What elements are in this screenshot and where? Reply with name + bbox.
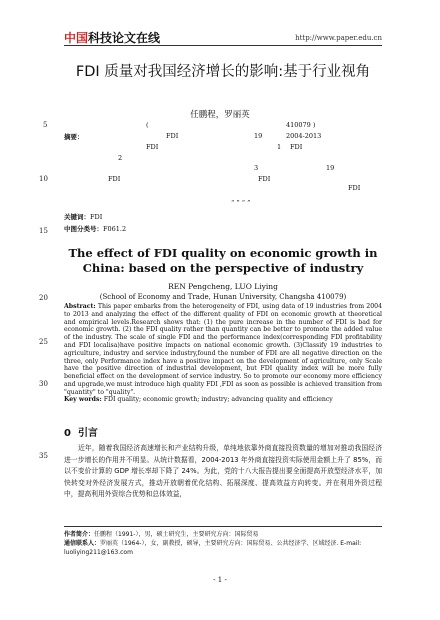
cn-fragment: 3 (254, 164, 259, 172)
line-number: 10 (39, 175, 48, 183)
line-number: 5 (43, 121, 48, 129)
line-number: 15 (39, 227, 48, 235)
authors-cn: 任鹏程，罗丽英 (190, 110, 250, 120)
cn-fragment: FDI (258, 175, 271, 183)
logo-part-paper: 科技论文在线 (88, 31, 161, 45)
cn-fragment: 1 (277, 143, 282, 151)
footnote-author1-text: 任鹏程（1991-），男，硕士研究生，主要研究方向：国际贸易 (94, 531, 259, 538)
footnote-label-author: 作者简介： (64, 531, 95, 538)
line-number: 35 (39, 452, 48, 460)
page-number: - 1 - (213, 576, 227, 584)
abstract-label-en: Abstract: (64, 303, 96, 310)
footnote (64, 530, 382, 557)
footnote-email[interactable]: luoliying211@163.com (64, 549, 133, 556)
line-number: 30 (39, 380, 48, 388)
cn-quote-marks: “ ” “ ” (231, 199, 251, 207)
section-number: 0 (64, 428, 71, 439)
footnote-author1 (64, 530, 382, 539)
keywords-text-en: FDI quality; economic growth; industry; advancing quality and efficiency (103, 396, 333, 403)
header-rule (64, 45, 382, 46)
affil-cn-open: ( (146, 121, 149, 129)
clc-label-cn: 中图分类号： (64, 225, 103, 233)
site-logo (64, 29, 160, 46)
cn-fragment: 19 (254, 132, 263, 140)
line-number: 25 (39, 338, 48, 346)
section-title: 引言 (77, 428, 98, 439)
logo-part-china: 中国 (64, 31, 89, 45)
footnote-label-contact: 通信联系人： (64, 540, 101, 547)
cn-fragment: FDI (146, 143, 159, 151)
cn-fragment: FDI (348, 184, 361, 192)
cn-fragment: FDI (108, 175, 121, 183)
keywords-en (64, 396, 382, 403)
footnote-rule (64, 526, 382, 527)
paper-title-cn: FDI 质量对我国经济增长的影响:基于行业视角 (75, 64, 371, 80)
cn-fragment: 2 (118, 154, 123, 162)
authors-en: REN Pengcheng, LUO Liying (168, 282, 278, 291)
cn-fragment: FDI (166, 132, 179, 140)
keywords-label-en: Key words: (64, 396, 102, 403)
affiliation-en: (School of Economy and Trade, Hunan University, Changsha 410079) (99, 293, 347, 301)
intro-paragraph: 近年，随着我国经济高速增长和产业结构升级，单纯地依靠外商直接投资数量的增加对推动我国经济进一步增长的作用并不明显。从统计数据看，2004-2013 年外商直接投资实际使用金额上升了 85%，而以不变价计算的 GDP 增长率却下降了 24%。为此，党的十八大报告提出要全面提高开放型经济水平，加快转变对外经济发展方式，推动开放朝着优化结构、拓展深度、提高效益方向转变。并在利用外资过程中，提高利用外资综合优势和总体效益， (64, 444, 382, 498)
site-url[interactable]: http://www.paper.edu.cn (295, 34, 382, 42)
footnote-author2 (64, 539, 382, 548)
clc-value-cn: F061.2 (103, 225, 127, 233)
keywords-label-cn: 关键词： (64, 213, 90, 221)
line-number: 20 (39, 294, 48, 302)
cn-fragment: 19 (326, 164, 335, 172)
keywords-value-cn: FDI (90, 213, 103, 221)
keywords-cn (64, 212, 102, 221)
cn-fragment: 2004-2013 (286, 132, 322, 140)
cn-fragment: FDI (290, 143, 303, 151)
abstract-en (64, 303, 382, 397)
clc-cn (64, 224, 126, 233)
section-heading (64, 424, 98, 439)
paper-title-en: The effect of FDI quality on economic growth in China: based on the perspective of industry (68, 246, 378, 275)
abstract-label-cn: 摘要： (64, 133, 84, 141)
footnote-author2-text: 罗丽英（1964-），女，副教授，硕导，主要研究方向：国际贸易、公共经济学、区域经济. E-mail: (100, 540, 362, 547)
abstract-text-en: This paper embarks from the heterogeneity of FDI, using data of 19 industries from 2004 to 2013 and analyzing the effect of the different quality of FDI on economic growth at theoretical and empirical levels.Research shows that: (1) the pure increase in the number of FDI is bad for economic growth. (2) the FDI quality rather than quantity can be better to promote the added value of the industry. The scale of single FDI and the performance index(corresponding FDI profitability and FDI localisa)have positive impacts on national economic growth. (3)Classify 19 industries to agriculture, industry and service industry,found the number of FDI are all negative direction on the three, only Performance index have a positive impact on the development of agriculture, only Scale have the positive direction of industrial development, but FDI quality index will be more fully beneficial effect on the development of service industry. So to promote our economy more efficiency and upgrade,we must introduce high quality FDI ,FDI as soon as possible is achieved transition from "quantity" to "quality". (64, 303, 383, 396)
postcode-cn: 410079 ) (286, 121, 316, 129)
